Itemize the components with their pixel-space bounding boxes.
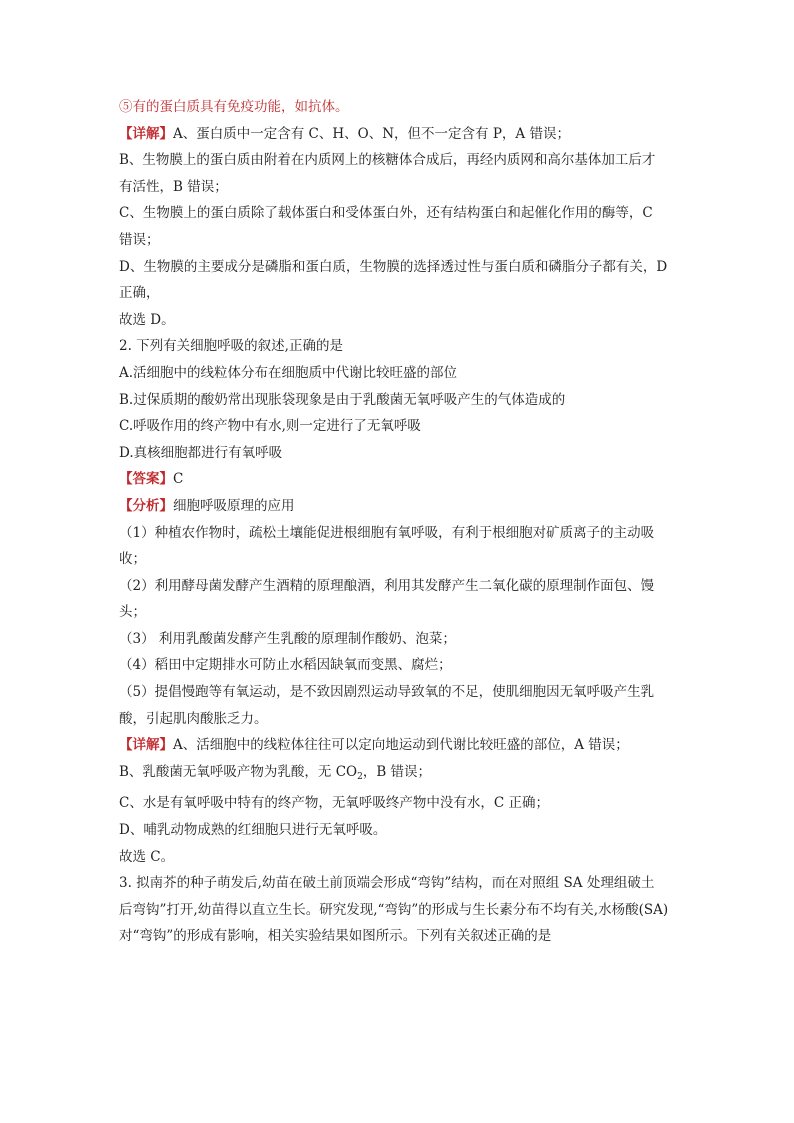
q3-stem-line1: 3. 拟南芥的种子萌发后,幼苗在破土前顶端会形成“弯钩”结构，而在对照组 SA 处理组破土 <box>119 875 655 892</box>
q1-detail-a-text: A、蛋白质中一定含有 C、H、O、N，但不一定含有 P，A 错误； <box>173 125 570 142</box>
q2-analysis <box>119 493 699 520</box>
analysis-tag: 【分析】 <box>119 497 173 514</box>
q2-detail-a-text: A、活细胞中的线粒体往往可以定向地运动到代谢比较旺盛的部位，A 错误； <box>173 737 629 754</box>
q2-app4: （4）稻田中定期排水可防止水稻因缺氧而变黑、腐烂； <box>119 657 452 674</box>
answer-tag: 【答案】 <box>119 471 173 488</box>
q1-detail-c-line1: C、生物膜上的蛋白质除了载体蛋白和受体蛋白外，还有结构蛋白和起催化作用的酶等，C <box>119 205 653 222</box>
q2-option-c: C.呼吸作用的终产物中有水,则一定进行了无氧呼吸 <box>119 418 421 435</box>
q1-detail-d-line1: D、生物膜的主要成分是磷脂和蛋白质，生物膜的选择透过性与蛋白质和磷脂分子都有关，D <box>119 258 668 275</box>
q1-detail-b-line1: B、生物膜上的蛋白质由附着在内质网上的核糖体合成后，再经内质网和高尔基体加工后才 <box>119 152 656 169</box>
q2-app1-line1: （1）种植农作物时，疏松土壤能促进根细胞有氧呼吸，有利于根细胞对矿质离子的主动吸 <box>119 524 655 541</box>
q2-stem: 2. 下列有关细胞呼吸的叙述,正确的是 <box>119 338 343 355</box>
q2-app2-line2: 头； <box>119 604 146 621</box>
q2-conclusion: 故选 C。 <box>119 848 175 865</box>
q2-option-b: B.过保质期的酸奶常出现胀袋现象是由于乳酸菌无氧呼吸产生的气体造成的 <box>119 391 566 408</box>
q3-stem-line2: 后弯钩”打开,幼苗得以直立生长。研究发现,“弯钩”的形成与生长素分布不均有关,水杨酸(SA) <box>119 901 669 918</box>
q2-detail-b <box>119 759 699 791</box>
q1-point-5: ⑤有的蛋白质具有免疫功能，如抗体。 <box>119 99 349 115</box>
q2-detail-d: D、哺乳动物成熟的红细胞只进行无氧呼吸。 <box>119 822 387 839</box>
detail-tag: 【详解】 <box>119 737 173 754</box>
q2-app5-line1: （5）提倡慢跑等有氧运动，是不致因剧烈运动导致氧的不足，使肌细胞因无氧呼吸产生乳 <box>119 684 655 701</box>
q2-app3: （3） 利用乳酸菌发酵产生乳酸的原理制作酸奶、泡菜； <box>119 630 456 647</box>
q2-option-d: D.真核细胞都进行有氧呼吸 <box>119 444 283 461</box>
q2-option-a: A.活细胞中的线粒体分布在细胞质中代谢比较旺盛的部位 <box>119 364 458 381</box>
detail-tag: 【详解】 <box>119 125 173 142</box>
q2-app1-line2: 收； <box>119 551 146 568</box>
q2-detail-a <box>119 732 699 759</box>
q2-detail-b-pre: B、乳酸菌无氧呼吸产物为乳酸，无 CO <box>119 763 358 780</box>
q2-detail-c: C、水是有氧呼吸中特有的终产物，无氧呼吸终产物中没有水，C 正确； <box>119 795 549 812</box>
q2-app5-line2: 酸，引起肌肉酸胀乏力。 <box>119 710 268 727</box>
q1-conclusion: 故选 D。 <box>119 311 175 328</box>
q1-detail-b-line2: 有活性，B 错误； <box>119 178 228 195</box>
q2-detail-b-subscript: 2 <box>357 771 363 782</box>
q1-detail-d-line2: 正确， <box>119 285 160 302</box>
analysis-title: 细胞呼吸原理的应用 <box>173 497 295 514</box>
document-page <box>119 94 699 950</box>
q3-stem-line3: 对“弯钩”的形成有影响，相关实验结果如图所示。下列有关叙述正确的是 <box>119 928 552 945</box>
q1-detail-c-line2: 错误； <box>119 231 160 248</box>
q2-detail-b-post: ，B 错误； <box>362 763 432 780</box>
q2-app2-line1: （2）利用酵母菌发酵产生酒精的原理酿酒，利用其发酵产生二氧化碳的原理制作面包、馒 <box>119 577 655 594</box>
answer-value: C <box>173 471 184 488</box>
q1-detail-a <box>119 121 699 148</box>
q2-answer <box>119 466 699 493</box>
